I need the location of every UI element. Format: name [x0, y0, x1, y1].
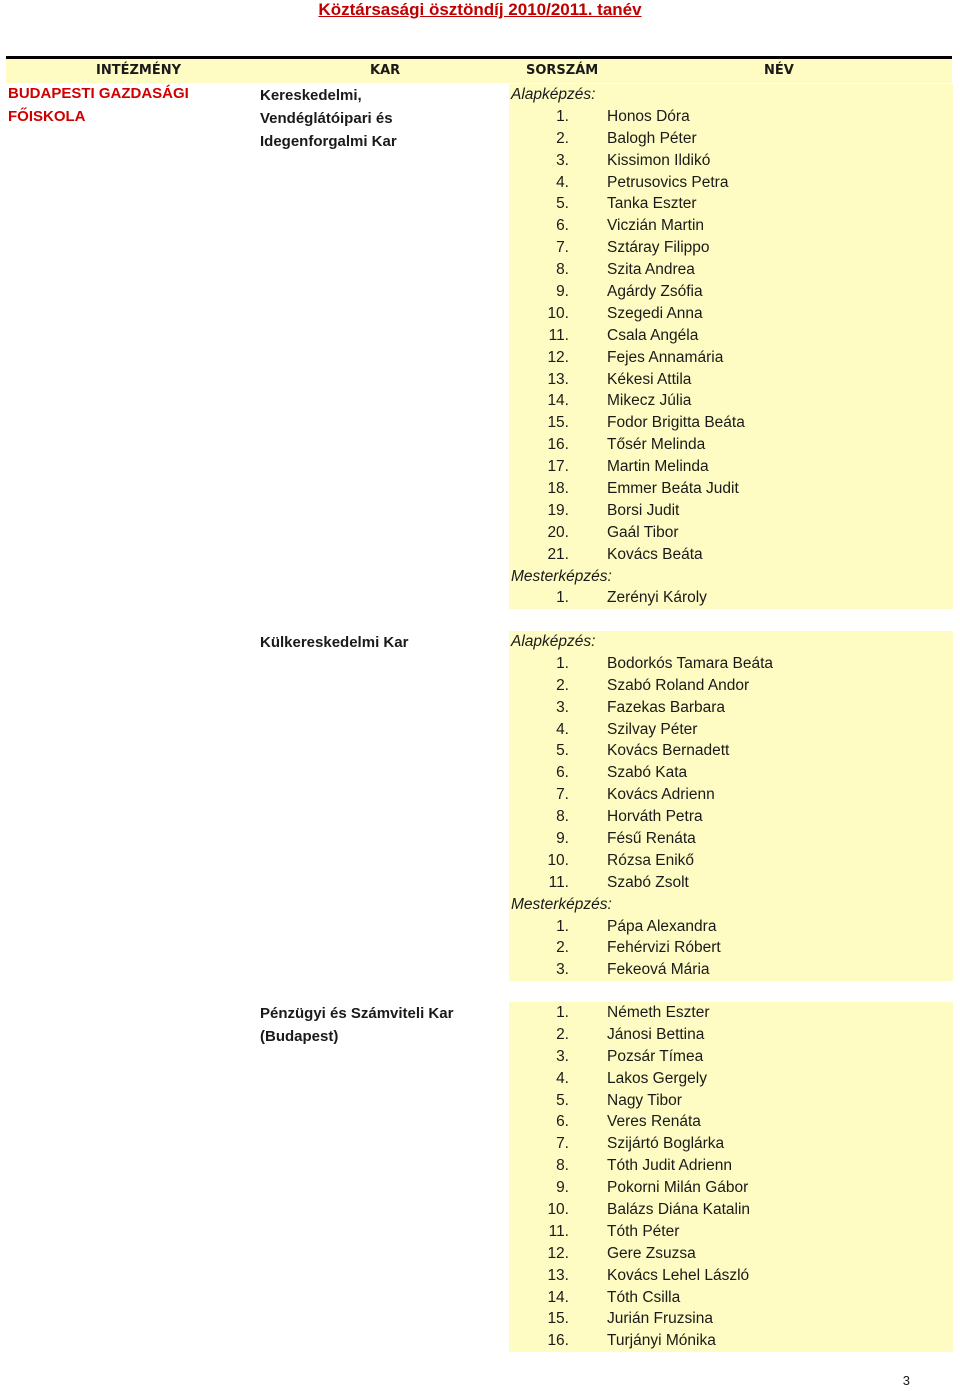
- student-name: Kovács Adrienn: [607, 786, 715, 804]
- student-row: [509, 740, 953, 762]
- student-name: Pozsár Tímea: [607, 1047, 704, 1065]
- student-number: 5.: [556, 195, 569, 213]
- student-row: [509, 872, 953, 894]
- student-number: 1.: [556, 654, 569, 672]
- student-number: 10.: [547, 851, 569, 869]
- student-name: Balogh Péter: [607, 129, 697, 147]
- student-number: 1.: [556, 917, 569, 935]
- student-number: 5.: [556, 1091, 569, 1109]
- student-row: [509, 544, 953, 566]
- student-row: [509, 675, 953, 697]
- student-row: [509, 412, 953, 434]
- student-name: Emmer Beáta Judit: [607, 480, 739, 498]
- student-name: Gaál Tibor: [607, 523, 679, 541]
- student-row: [509, 128, 953, 150]
- header-sorszam: SORSZÁM: [526, 63, 599, 78]
- student-name: Németh Eszter: [607, 1004, 710, 1021]
- training-level-label: Alapképzés:: [511, 86, 596, 103]
- student-number: 20.: [547, 523, 569, 541]
- student-list: [509, 84, 953, 609]
- student-name: Viczián Martin: [607, 217, 705, 235]
- student-row: [509, 237, 953, 259]
- student-row: [509, 1177, 953, 1199]
- faculty-name-line: Pénzügyi és Számviteli Kar: [260, 1005, 454, 1022]
- student-number: 17.: [547, 458, 569, 476]
- student-name: Zerényi Károly: [607, 589, 707, 607]
- student-row: [509, 522, 953, 544]
- student-name: Honos Dóra: [607, 107, 690, 125]
- student-name: Fodor Brigitta Beáta: [607, 414, 745, 432]
- student-name: Veres Renáta: [607, 1113, 701, 1131]
- student-row: [509, 1265, 953, 1287]
- student-number: 18.: [547, 480, 569, 498]
- faculty-name: [260, 1002, 490, 1048]
- student-number: 13.: [547, 370, 569, 388]
- student-row: [509, 281, 953, 303]
- student-number: 21.: [547, 545, 569, 563]
- student-name: Bodorkós Tamara Beáta: [607, 654, 774, 672]
- faculty-name: [260, 84, 490, 153]
- header-kar: KAR: [370, 63, 401, 78]
- student-number: 2.: [556, 1025, 569, 1043]
- student-row: [509, 500, 953, 522]
- student-number: 15.: [547, 1310, 569, 1328]
- student-list: [509, 1002, 953, 1352]
- student-name: Martin Melinda: [607, 458, 709, 476]
- student-row: [509, 937, 953, 959]
- student-name: Tanka Eszter: [607, 195, 697, 213]
- student-row: [509, 850, 953, 872]
- student-row: [509, 1002, 953, 1024]
- student-number: 6.: [556, 764, 569, 782]
- student-row: [509, 762, 953, 784]
- student-row: [509, 959, 953, 981]
- student-row: [509, 150, 953, 172]
- student-name: Rózsa Enikő: [607, 851, 695, 869]
- student-number: 13.: [547, 1266, 569, 1284]
- student-number: 4.: [556, 1069, 569, 1087]
- student-row: [509, 215, 953, 237]
- student-number: 6.: [556, 1113, 569, 1131]
- student-name: Turjányi Mónika: [607, 1332, 716, 1350]
- student-name: Szabó Roland Andor: [607, 676, 750, 694]
- training-level-label: Mesterképzés:: [511, 567, 612, 585]
- student-row: [509, 784, 953, 806]
- student-number: 5.: [556, 742, 569, 760]
- student-name: Tóth Judit Adrienn: [607, 1157, 732, 1175]
- page-number: 3: [902, 1373, 910, 1388]
- student-name: Mikecz Júlia: [607, 392, 692, 410]
- student-name: Kovács Lehel László: [607, 1266, 750, 1284]
- student-number: 7.: [556, 239, 569, 257]
- student-name: Pápa Alexandra: [607, 917, 717, 935]
- faculty-name-line: Vendéglátóipari és: [260, 110, 393, 127]
- student-row: [509, 1199, 953, 1221]
- student-row: [509, 259, 953, 281]
- student-name: Szita Andrea: [607, 261, 695, 279]
- student-name: Fejes Annamária: [607, 348, 724, 366]
- institution-name: [8, 82, 248, 128]
- student-name: Szabó Kata: [607, 764, 688, 782]
- student-row: [509, 456, 953, 478]
- student-number: 3.: [556, 151, 569, 169]
- student-row: [509, 1221, 953, 1243]
- student-number: 8.: [556, 1157, 569, 1175]
- student-number: 11.: [548, 326, 569, 344]
- student-name: Nagy Tibor: [607, 1091, 682, 1109]
- student-name: Fésű Renáta: [607, 830, 696, 848]
- student-row: [509, 325, 953, 347]
- student-row: [509, 303, 953, 325]
- student-number: 15.: [547, 414, 569, 432]
- student-number: 4.: [556, 173, 569, 191]
- student-name: Szijártó Boglárka: [607, 1135, 725, 1153]
- student-name: Horváth Petra: [607, 808, 703, 826]
- student-number: 11.: [548, 873, 569, 891]
- faculty-name-line: Külkereskedelmi Kar: [260, 634, 409, 651]
- student-number: 8.: [556, 261, 569, 279]
- student-number: 3.: [556, 698, 569, 716]
- student-name: Gere Zsuzsa: [607, 1244, 696, 1262]
- student-row: [509, 369, 953, 391]
- student-number: 9.: [556, 283, 569, 301]
- student-number: 16.: [547, 1332, 569, 1350]
- student-name: Borsi Judit: [607, 501, 680, 519]
- student-number: 12.: [547, 1244, 569, 1262]
- faculty-name-line: Kereskedelmi,: [260, 87, 362, 104]
- student-name: Fazekas Barbara: [607, 698, 726, 716]
- student-name: Szegedi Anna: [607, 304, 703, 322]
- student-row: [509, 1111, 953, 1133]
- student-name: Kékesi Attila: [607, 370, 692, 388]
- student-name: Tóth Péter: [607, 1222, 680, 1240]
- student-number: 1.: [556, 589, 569, 607]
- student-row: [509, 806, 953, 828]
- student-number: 14.: [547, 1288, 569, 1306]
- student-number: 16.: [547, 436, 569, 454]
- student-number: 7.: [556, 1135, 569, 1153]
- institution-line: FŐISKOLA: [8, 108, 86, 125]
- student-name: Balázs Diána Katalin: [607, 1201, 751, 1219]
- student-row: [509, 347, 953, 369]
- student-number: 10.: [547, 1201, 569, 1219]
- student-row: [509, 1133, 953, 1155]
- student-name: Kissimon Ildikó: [607, 151, 711, 169]
- student-number: 7.: [556, 786, 569, 804]
- student-number: 4.: [556, 720, 569, 738]
- student-name: Jánosi Bettina: [607, 1025, 705, 1043]
- training-level-label: Alapképzés:: [511, 633, 596, 650]
- student-name: Petrusovics Petra: [607, 173, 729, 191]
- student-name: Kovács Bernadett: [607, 742, 730, 760]
- student-name: Sztáray Filippo: [607, 239, 710, 257]
- student-row: [509, 1155, 953, 1177]
- student-list: [509, 631, 953, 981]
- page-title: Köztársasági ösztöndíj 2010/2011. tanév: [318, 0, 642, 19]
- student-row: [509, 193, 953, 215]
- student-row: [509, 697, 953, 719]
- student-row: [509, 434, 953, 456]
- student-row: [509, 1330, 953, 1352]
- student-number: 2.: [556, 129, 569, 147]
- student-row: [509, 828, 953, 850]
- student-row: [509, 1024, 953, 1046]
- student-number: 3.: [556, 1047, 569, 1065]
- student-number: 12.: [547, 348, 569, 366]
- student-number: 3.: [556, 961, 569, 979]
- institution-line: BUDAPESTI GAZDASÁGI: [8, 85, 189, 102]
- student-number: 1.: [556, 107, 569, 125]
- student-row: [509, 916, 953, 938]
- student-name: Szilvay Péter: [607, 720, 698, 738]
- student-row: [509, 172, 953, 194]
- student-name: Fehérvizi Róbert: [607, 939, 721, 957]
- student-number: 14.: [547, 392, 569, 410]
- student-number: 19.: [547, 501, 569, 519]
- student-row: [509, 719, 953, 741]
- table-header: [6, 56, 952, 83]
- student-number: 9.: [556, 830, 569, 848]
- student-number: 9.: [556, 1179, 569, 1197]
- student-row: [509, 1308, 953, 1330]
- student-row: [509, 653, 953, 675]
- student-row: [509, 1068, 953, 1090]
- student-name: Agárdy Zsófia: [607, 283, 703, 301]
- student-number: 1.: [556, 1004, 569, 1021]
- student-number: 8.: [556, 808, 569, 826]
- student-number: 2.: [556, 939, 569, 957]
- student-number: 10.: [547, 304, 569, 322]
- student-name: Tóth Csilla: [607, 1288, 681, 1306]
- student-name: Csala Angéla: [607, 326, 699, 344]
- student-name: Jurián Fruzsina: [607, 1310, 713, 1328]
- student-name: Fekeová Mária: [607, 961, 710, 979]
- student-name: Kovács Beáta: [607, 545, 703, 563]
- faculty-name: [260, 631, 490, 654]
- student-row: [509, 587, 953, 609]
- training-level-label: Mesterképzés:: [511, 895, 612, 913]
- header-intezmeny: INTÉZMÉNY: [96, 63, 182, 78]
- student-name: Lakos Gergely: [607, 1069, 707, 1087]
- header-nev: NÉV: [764, 63, 794, 78]
- faculty-name-line: (Budapest): [260, 1028, 339, 1045]
- student-row: [509, 1046, 953, 1068]
- student-name: Szabó Zsolt: [607, 873, 689, 891]
- student-row: [509, 478, 953, 500]
- student-row: [509, 1090, 953, 1112]
- student-row: [509, 390, 953, 412]
- student-number: 2.: [556, 676, 569, 694]
- student-row: [509, 1287, 953, 1309]
- student-number: 6.: [556, 217, 569, 235]
- student-row: [509, 1243, 953, 1265]
- student-number: 11.: [548, 1222, 569, 1240]
- faculty-name-line: Idegenforgalmi Kar: [260, 133, 397, 150]
- student-row: [509, 106, 953, 128]
- student-name: Tősér Melinda: [607, 436, 706, 454]
- student-name: Pokorni Milán Gábor: [607, 1179, 749, 1197]
